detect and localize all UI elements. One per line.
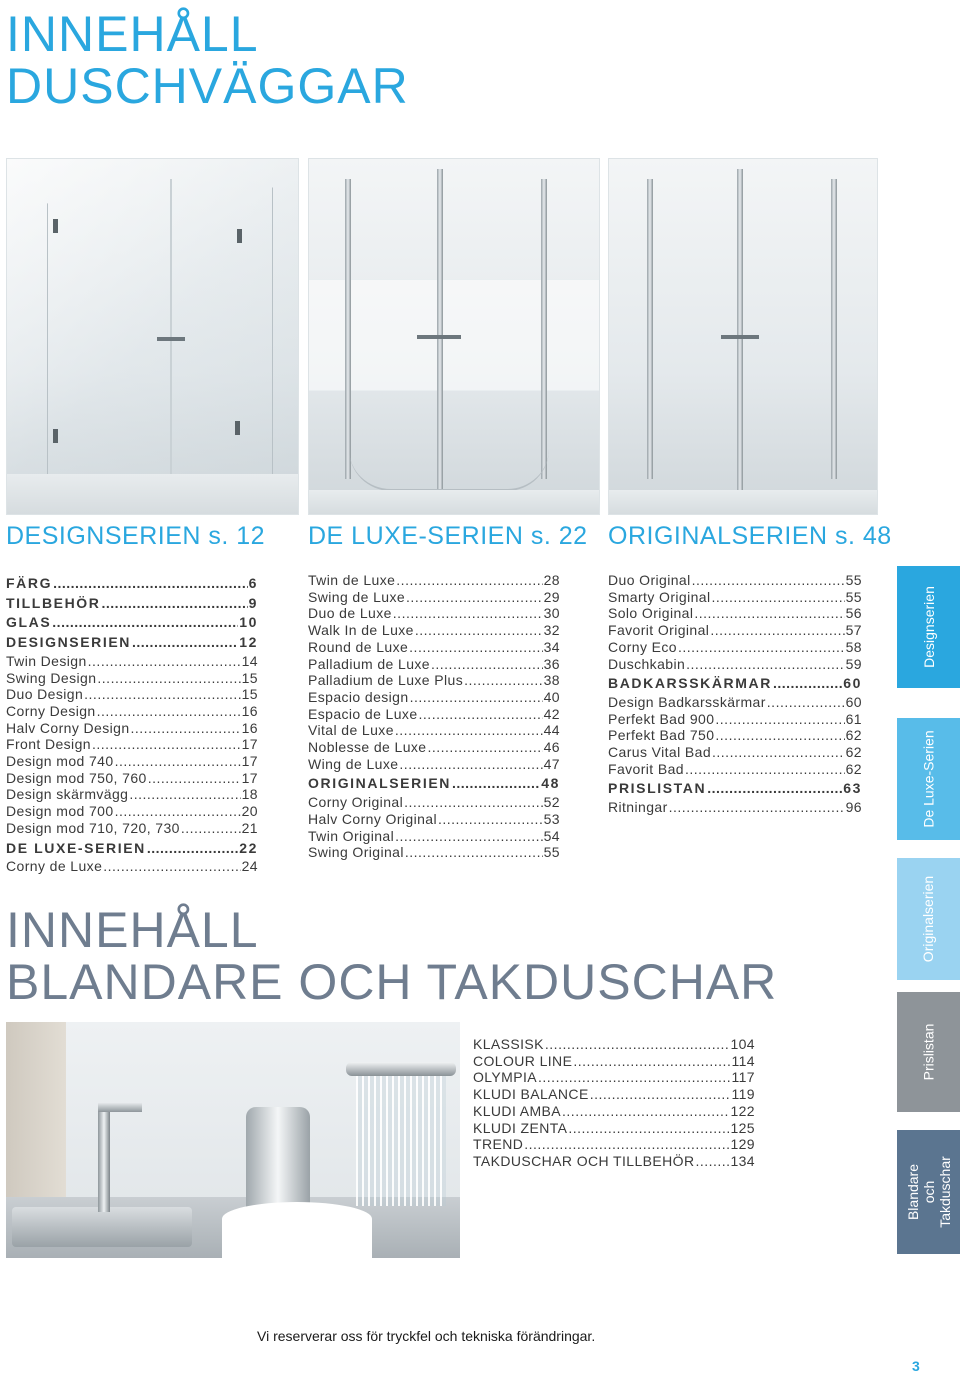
toc-entry[interactable]: TILLBEHÖR ..... 9: [6, 595, 258, 612]
heading-line1: INNEHÅLL: [6, 902, 259, 958]
heading-line2: DUSCHVÄGGAR: [6, 58, 409, 114]
label-originalserien: ORIGINALSERIEN s. 48: [608, 522, 892, 550]
heading-line2: BLANDARE OCH TAKDUSCHAR: [6, 954, 778, 1010]
side-tab-deluxe-serien[interactable]: [897, 718, 960, 840]
side-tab-label: De Luxe-Serien: [920, 730, 937, 828]
toc-entry[interactable]: Design mod 750, 760 ..... 17: [6, 770, 258, 787]
footnote: Vi reserverar oss för tryckfel och tekniska förändringar.: [257, 1328, 596, 1344]
toc-entry[interactable]: PRISLISTAN ..... 63: [608, 780, 862, 797]
toc-entry[interactable]: Design mod 710, 720, 730 ..... 21: [6, 820, 258, 837]
toc-entry[interactable]: Palladium de Luxe Plus ..... 38: [308, 672, 560, 689]
toc-entry[interactable]: Twin Design ..... 14: [6, 653, 258, 670]
toc-entry[interactable]: COLOUR LINE ..... 114: [473, 1053, 755, 1070]
toc-entry[interactable]: Corny de Luxe ..... 24: [6, 858, 258, 875]
toc-column-4: [473, 1036, 755, 1170]
toc-entry[interactable]: Design Badkarsskärmar ..... 60: [608, 694, 862, 711]
toc-entry[interactable]: Corny Design ..... 16: [6, 703, 258, 720]
toc-entry[interactable]: DE LUXE-SERIEN ..... 22: [6, 840, 258, 857]
toc-entry[interactable]: Duo Design ..... 15: [6, 686, 258, 703]
toc-entry[interactable]: Halv Corny Design ..... 16: [6, 720, 258, 737]
page-number: 3: [912, 1358, 920, 1374]
toc-entry[interactable]: Walk In de Luxe ..... 32: [308, 622, 560, 639]
toc-entry[interactable]: Solo Original ..... 56: [608, 605, 862, 622]
toc-entry[interactable]: Espacio de Luxe ..... 42: [308, 706, 560, 723]
toc-entry[interactable]: Wing de Luxe ..... 47: [308, 756, 560, 773]
side-tab-label: Originalserien: [920, 875, 937, 963]
side-tab-blandare[interactable]: [897, 1130, 960, 1254]
heading-duschvaggar: [6, 8, 409, 112]
toc-entry[interactable]: Perfekt Bad 750 ..... 62: [608, 727, 862, 744]
toc-entry[interactable]: Perfekt Bad 900 ..... 61: [608, 711, 862, 728]
toc-entry[interactable]: Favorit Bad ..... 62: [608, 761, 862, 778]
label-deluxe-serien: DE LUXE-SERIEN s. 22: [308, 522, 588, 550]
toc-column-1: [6, 572, 258, 875]
toc-entry[interactable]: Noblesse de Luxe ..... 46: [308, 739, 560, 756]
toc-entry[interactable]: Design mod 700 ..... 20: [6, 803, 258, 820]
toc-entry[interactable]: Espacio design ..... 40: [308, 689, 560, 706]
side-tab-label: Prislistan: [920, 1023, 937, 1081]
heading-line1: INNEHÅLL: [6, 6, 259, 62]
toc-entry[interactable]: Halv Corny Original ..... 53: [308, 811, 560, 828]
toc-entry[interactable]: Palladium de Luxe ..... 36: [308, 656, 560, 673]
toc-entry[interactable]: Vital de Luxe ..... 44: [308, 722, 560, 739]
toc-entry[interactable]: TREND ..... 129: [473, 1136, 755, 1153]
toc-entry[interactable]: Swing Original ..... 55: [308, 844, 560, 861]
toc-entry[interactable]: Design skärmvägg ..... 18: [6, 786, 258, 803]
side-tab-label: Designserien: [920, 586, 937, 668]
side-tab-designserien[interactable]: [897, 566, 960, 688]
photo-blandare: [6, 1022, 460, 1258]
side-tab-label: Blandare och Takduschar: [904, 1156, 953, 1228]
toc-entry[interactable]: OLYMPIA ..... 117: [473, 1069, 755, 1086]
toc-column-2: [308, 572, 560, 861]
toc-entry[interactable]: BADKARSSKÄRMAR ..... 60: [608, 675, 862, 692]
toc-entry[interactable]: FÄRG ..... 6: [6, 575, 258, 592]
toc-entry[interactable]: DESIGNSERIEN ..... 12: [6, 634, 258, 651]
toc-entry[interactable]: Ritningar ..... 96: [608, 799, 862, 816]
toc-column-3: [608, 572, 862, 816]
photo-deluxe-serien: [308, 158, 600, 515]
toc-entry[interactable]: Smarty Original ..... 55: [608, 589, 862, 606]
toc-entry[interactable]: KLASSISK ..... 104: [473, 1036, 755, 1053]
toc-entry[interactable]: Duschkabin ..... 59: [608, 656, 862, 673]
toc-entry[interactable]: Carus Vital Bad ..... 62: [608, 744, 862, 761]
toc-entry[interactable]: Design mod 740 ..... 17: [6, 753, 258, 770]
toc-entry[interactable]: Corny Eco ..... 58: [608, 639, 862, 656]
toc-entry[interactable]: Round de Luxe ..... 34: [308, 639, 560, 656]
toc-entry[interactable]: ORIGINALSERIEN ..... 48: [308, 775, 560, 792]
heading-blandare: [6, 904, 777, 1008]
toc-entry[interactable]: Duo Original ..... 55: [608, 572, 862, 589]
toc-entry[interactable]: Duo de Luxe ..... 30: [308, 605, 560, 622]
photo-designserien: [6, 158, 299, 515]
toc-entry[interactable]: TAKDUSCHAR OCH TILLBEHÖR ..... 134: [473, 1153, 755, 1170]
toc-entry[interactable]: Corny Original ..... 52: [308, 794, 560, 811]
toc-entry[interactable]: Twin Original ..... 54: [308, 828, 560, 845]
toc-entry[interactable]: KLUDI ZENTA ..... 125: [473, 1120, 755, 1137]
toc-entry[interactable]: GLAS ..... 10: [6, 614, 258, 631]
photo-originalserien: [608, 158, 878, 515]
toc-entry[interactable]: Swing de Luxe ..... 29: [308, 589, 560, 606]
toc-entry[interactable]: KLUDI AMBA ..... 122: [473, 1103, 755, 1120]
toc-entry[interactable]: Favorit Original ..... 57: [608, 622, 862, 639]
label-designserien: DESIGNSERIEN s. 12: [6, 522, 266, 550]
toc-entry[interactable]: Front Design ..... 17: [6, 736, 258, 753]
toc-entry[interactable]: Swing Design ..... 15: [6, 670, 258, 687]
toc-entry[interactable]: Twin de Luxe ..... 28: [308, 572, 560, 589]
side-tab-prislistan[interactable]: [897, 992, 960, 1112]
toc-entry[interactable]: KLUDI BALANCE ..... 119: [473, 1086, 755, 1103]
side-tab-originalserien[interactable]: [897, 858, 960, 980]
